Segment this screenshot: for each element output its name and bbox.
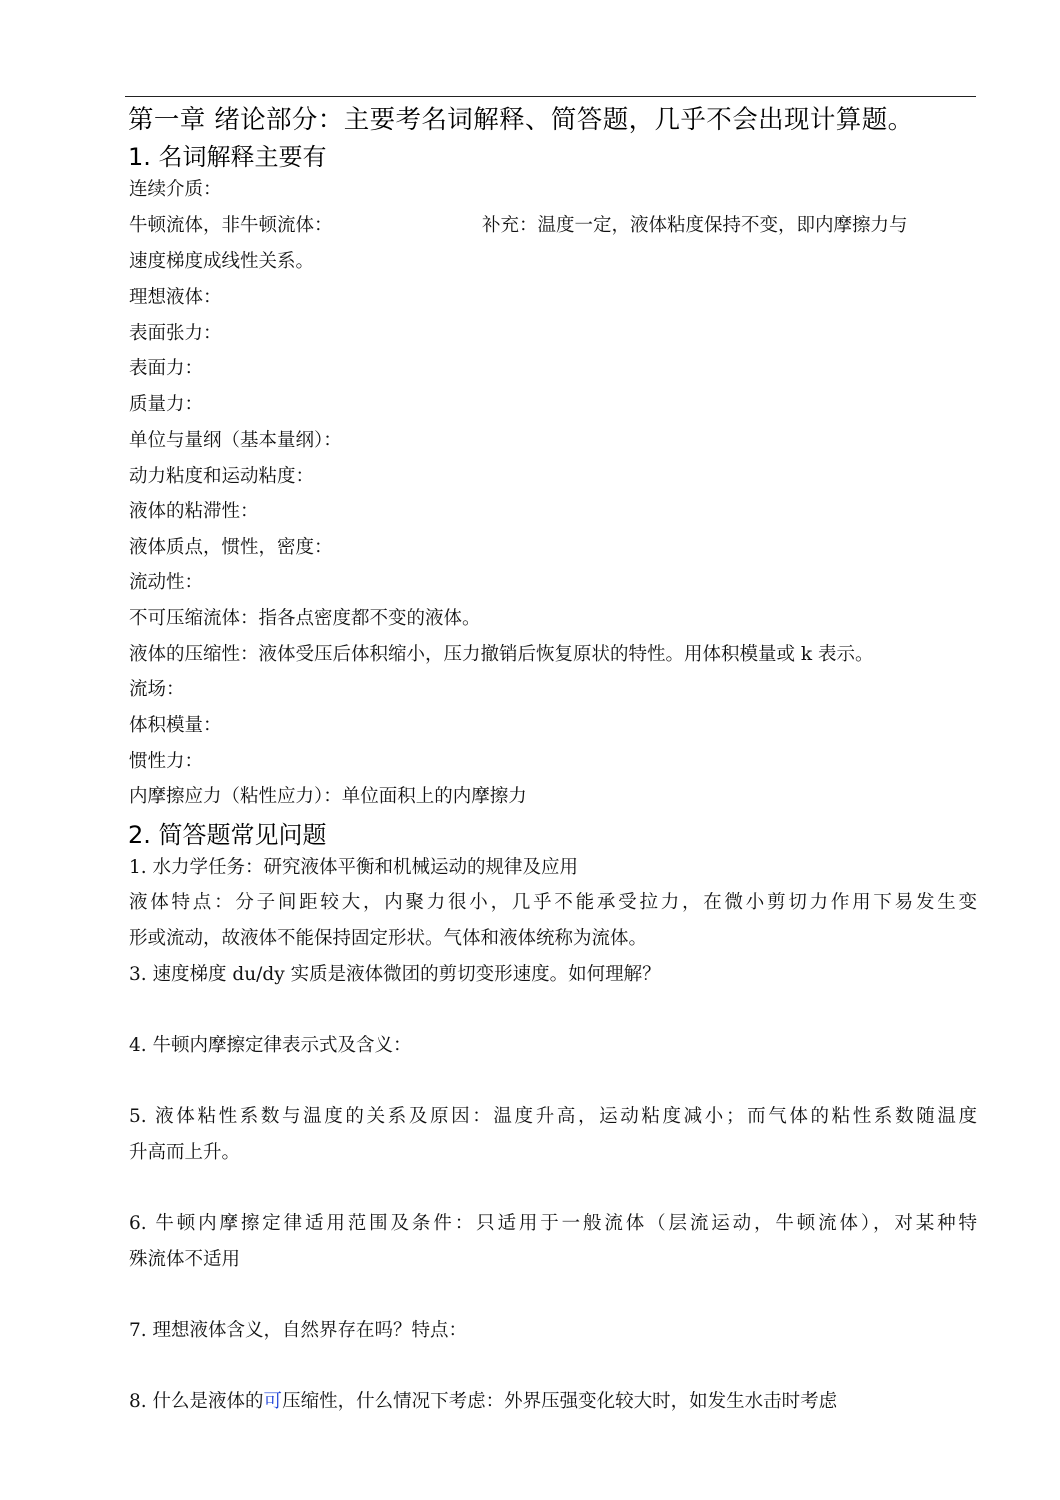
section-heading-terms: 1. 名词解释主要有 [128, 143, 327, 171]
term-line: 液体的粘滞性： [129, 501, 259, 522]
q8-suffix: 压缩性，什么情况下考虑：外界压强变化较大时，如发生水击时考虑 [282, 1391, 838, 1412]
term-line: 表面力： [129, 358, 204, 379]
term-line: 动力粘度和运动粘度： [129, 466, 315, 487]
question-line: 1. 水力学任务：研究液体平衡和机械运动的规律及应用 [129, 857, 579, 878]
term-line: 液体质点，惯性，密度： [129, 537, 333, 558]
question-line: 液体特点：分子间距较大，内聚力很小，几乎不能承受拉力，在微小剪切力作用下易发生变 [129, 892, 977, 913]
term-text: 牛顿流体，非牛顿流体： [129, 215, 333, 236]
question-line: 6. 牛顿内摩擦定律适用范围及条件：只适用于一般流体（层流运动，牛顿流体），对某种特 [129, 1213, 977, 1234]
question-line: 3. 速度梯度 du/dy 实质是液体微团的剪切变形速度。如何理解？ [129, 964, 661, 985]
question-line: 4. 牛顿内摩擦定律表示式及含义： [129, 1035, 412, 1056]
term-line: 惯性力： [129, 751, 204, 772]
term-line: 流场： [129, 679, 185, 700]
term-line: 单位与量纲（基本量纲）： [129, 430, 342, 451]
q8-highlight: 可 [263, 1391, 283, 1412]
question-line-continued: 升高而上升。 [129, 1142, 241, 1163]
term-line: 表面张力： [129, 323, 222, 344]
term-line: 质量力： [129, 394, 204, 415]
term-line: 连续介质： [129, 179, 222, 200]
question-line-continued: 殊流体不适用 [129, 1249, 241, 1270]
top-rule [125, 96, 976, 97]
q8-prefix: 8. 什么是液体的 [129, 1391, 264, 1412]
chapter-title: 第一章 绪论部分：主要考名词解释、简答题，几乎不会出现计算题。 [128, 105, 914, 135]
question-line: 7. 理想液体含义，自然界存在吗？特点： [129, 1320, 468, 1341]
term-line: 内摩擦应力（粘性应力）：单位面积上的内摩擦力 [129, 786, 527, 807]
term-line: 液体的压缩性：液体受压后体积缩小，压力撤销后恢复原状的特性。用体积模量或 k 表示。 [129, 644, 874, 665]
section-heading-questions: 2. 简答题常见问题 [128, 821, 327, 849]
term-line-continued: 速度梯度成线性关系。 [129, 251, 315, 272]
supplement-note: 补充：温度一定，液体粘度保持不变，即内摩擦力与 [482, 215, 908, 236]
term-line: 流动性： [129, 572, 204, 593]
question-line-continued: 形或流动，故液体不能保持固定形状。气体和液体统称为流体。 [129, 928, 648, 949]
term-line [129, 214, 333, 238]
term-line: 体积模量： [129, 715, 222, 736]
question-line: 5. 液体粘性系数与温度的关系及原因：温度升高，运动粘度减小；而气体的粘性系数随温度 [129, 1106, 977, 1127]
term-line: 理想液体： [129, 287, 222, 308]
term-line: 不可压缩流体：指各点密度都不变的液体。 [129, 608, 481, 629]
question-line-8 [129, 1390, 837, 1414]
